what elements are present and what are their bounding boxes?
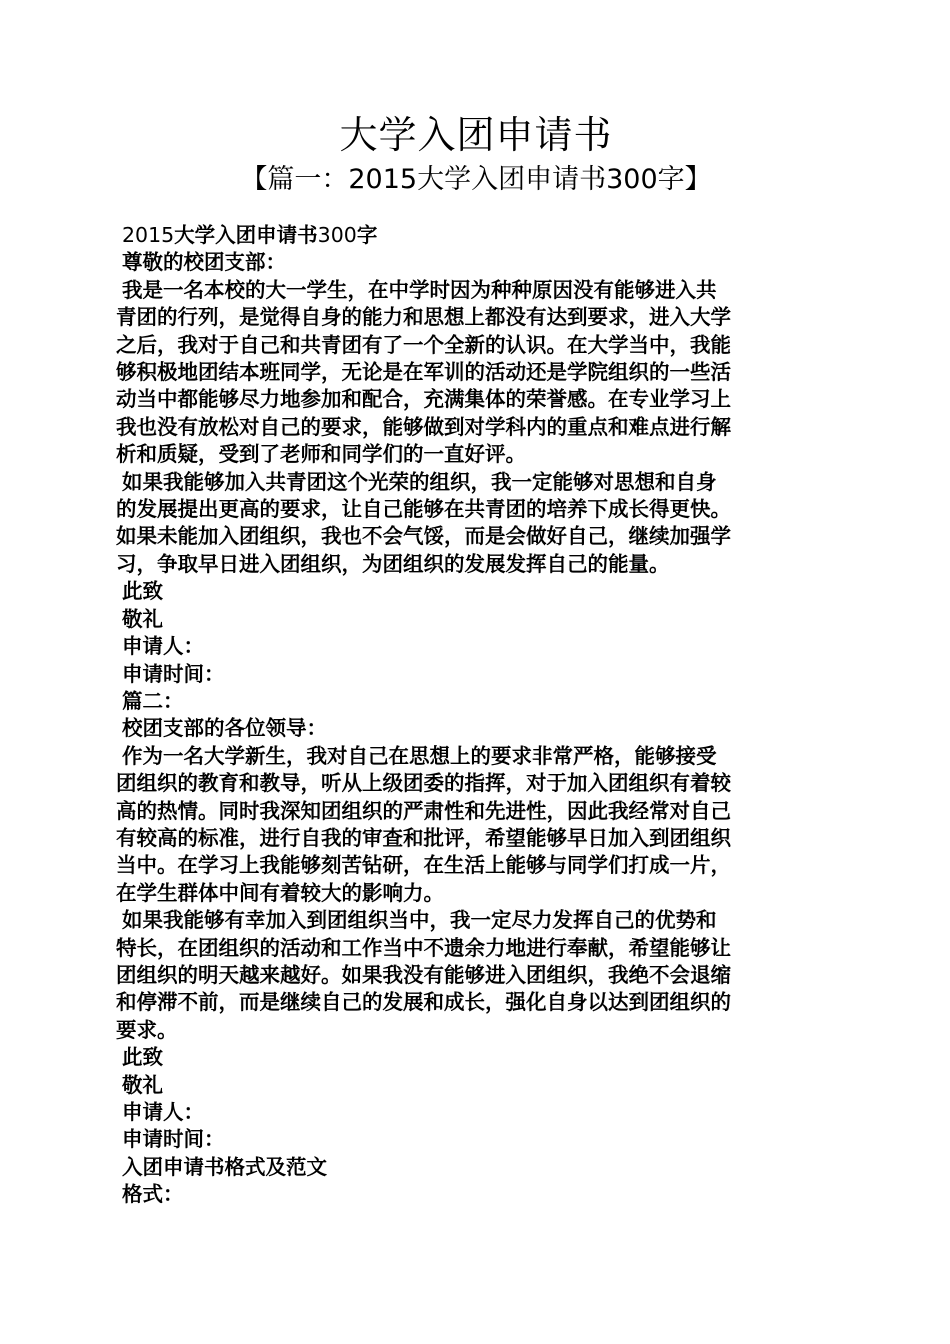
paragraph-line: 习，争取早日进入团组织，为团组织的发展发挥自己的能量。 [116,551,670,576]
section1-heading [116,222,836,249]
document-title: 大学入团申请书 [339,113,613,157]
date-line: 申请时间： [122,1127,225,1152]
applicant-line: 申请人： [122,634,204,659]
paragraph-line: 如果未能加入团组织，我也不会气馁，而是会做好自己，继续加强学 [116,524,731,549]
paragraph-line: 团组织的教育和教导，听从上级团委的指挥，对于加入团组织有着较 [116,771,731,796]
section1-salutation: 尊敬的校团支部： [122,250,286,275]
paragraph-line: 之后，我对于自己和共青团有了一个全新的认识。在大学当中，我能 [116,332,731,357]
paragraph-line: 的发展提出更高的要求，让自己能够在共青团的培养下成长得更快。 [116,497,731,522]
heading-end: 字 [356,223,378,247]
paragraph-line: 有较高的标准，进行自我的审查和批评，希望能够早日加入到团组织 [116,825,731,850]
paragraph-line: 团组织的明天越来越好。如果我没有能够进入团组织，我绝不会退缩 [116,962,731,987]
closing-line: 此致 [122,1045,163,1070]
paragraph-line: 析和质疑，受到了老师和同学们的一直好评。 [116,442,526,467]
closing-line: 敬礼 [122,606,163,631]
section3-heading: 入团申请书格式及范文 [122,1154,327,1179]
section2-heading: 篇二： [122,688,184,713]
applicant-line: 申请人： [122,1100,204,1124]
paragraph-line: 要求。 [116,1017,178,1042]
document-subtitle: 【篇一：2015大学入团申请书300字】 [240,164,712,195]
section2-salutation: 校团支部的各位领导： [122,716,327,741]
heading-count: 300 [317,223,357,247]
paragraph-line: 够积极地团结本班同学，无论是在军训的活动还是学院组织的一些活 [116,360,731,385]
paragraph-line: 和停滞不前，而是继续自己的发展和成长，强化自身以达到团组织的 [116,990,731,1015]
paragraph-line: 青团的行列，是觉得自身的能力和思想上都没有达到要求，进入大学 [116,305,731,330]
paragraph-line: 高的热情。同时我深知团组织的严肃性和先进性，因此我经常对自己 [116,798,731,823]
paragraph-line: 如果我能够有幸加入到团组织当中，我一定尽力发挥自己的优势和 [122,908,717,933]
paragraph-line: 作为一名大学新生，我对自己在思想上的要求非常严格，能够接受 [122,743,717,768]
closing-line: 敬礼 [122,1072,163,1097]
paragraph-line: 当中。在学习上我能够刻苦钻研，在生活上能够与同学们打成一片， [116,853,731,878]
paragraph-line: 我是一名本校的大一学生，在中学时因为种种原因没有能够进入共 [122,277,717,302]
paragraph-line: 特长，在团组织的活动和工作当中不遗余力地进行奉献，希望能够让 [116,935,731,960]
paragraph-line: 在学生群体中间有着较大的影响力。 [116,880,444,905]
heading-mid: 大学入团申请书 [174,223,318,247]
paragraph-line: 动当中都能够尽力地参加和配合，充满集体的荣誉感。在专业学习上 [116,387,731,412]
paragraph-line: 如果我能够加入共青团这个光荣的组织，我一定能够对思想和自身 [122,469,717,494]
closing-line: 此致 [122,579,163,604]
paragraph-line: 我也没有放松对自己的要求，能够做到对学科内的重点和难点进行解 [116,414,731,439]
heading-year: 2015 [122,223,175,247]
format-label: 格式： [122,1182,184,1207]
date-line: 申请时间： [122,661,225,686]
